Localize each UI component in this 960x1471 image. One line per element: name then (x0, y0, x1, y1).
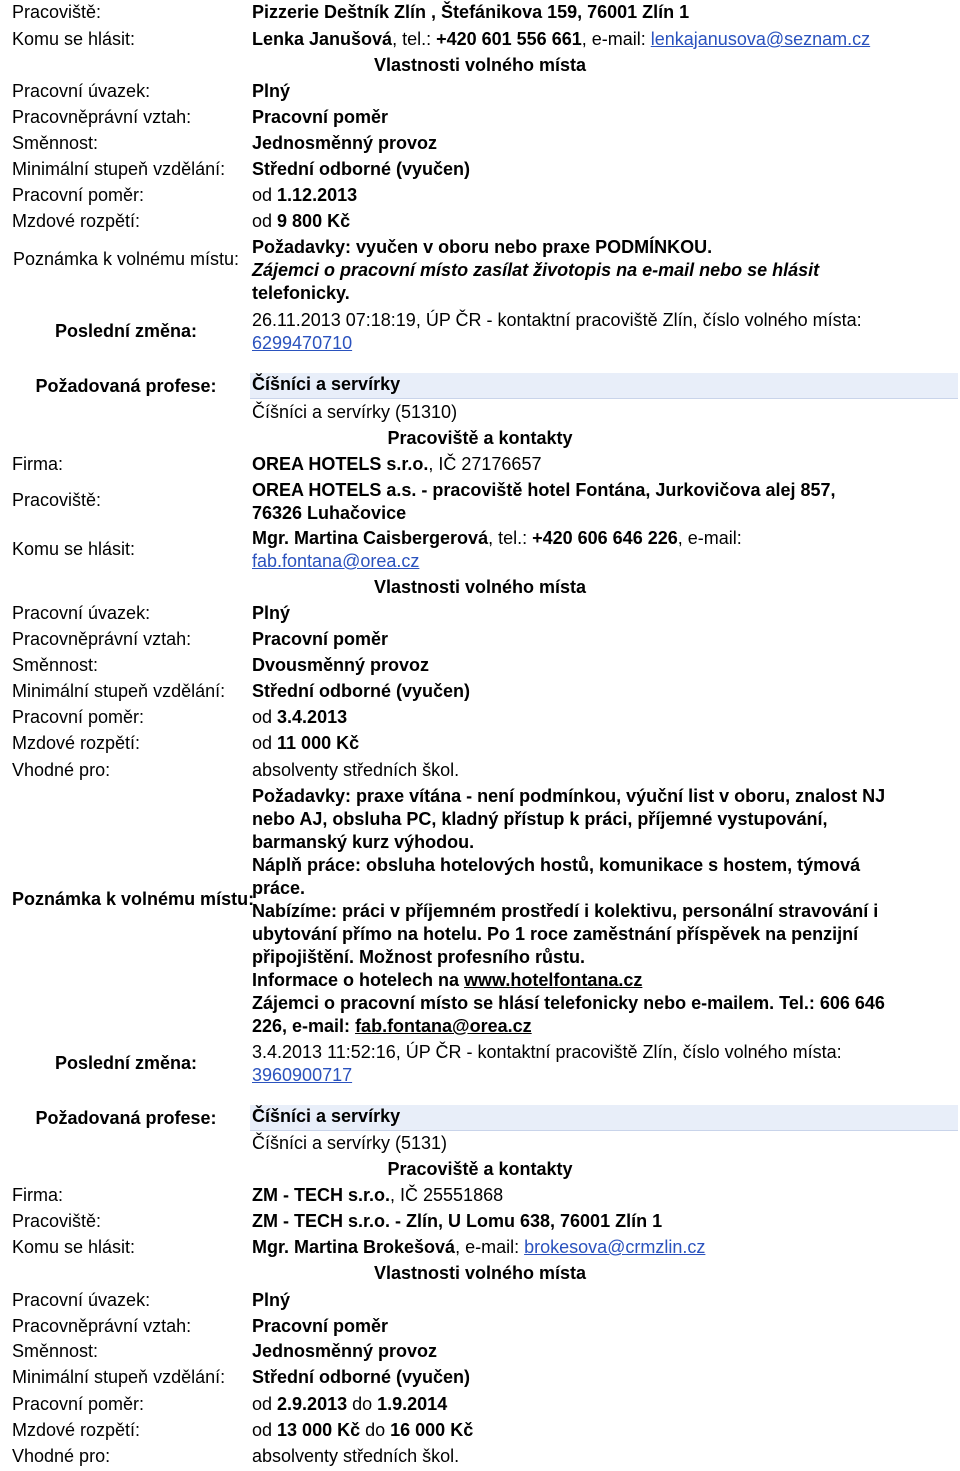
info-prefix: Informace o hotelech na (252, 970, 465, 990)
pomer-value (252, 185, 357, 206)
section-heading-vlastnosti: Vlastnosti volného místa (373, 577, 587, 597)
contact-email-link[interactable]: fab.fontana@orea.cz (252, 551, 420, 571)
firma-value (252, 454, 541, 475)
poznamka-line: práce. (252, 878, 306, 898)
vztah-value: Pracovní poměr (252, 629, 389, 649)
pomer-value (252, 1394, 447, 1415)
mzda-value (252, 211, 350, 232)
od-prefix: od (252, 185, 278, 205)
mzda-value (252, 733, 359, 754)
pracoviste-value: Pizzerie Deštník Zlín , Štefánikova 159, 76001 Zlín 1 (252, 2, 690, 22)
vacancy-number-link[interactable]: 6299470710 (252, 333, 353, 353)
komu-value (252, 29, 870, 50)
tel-prefix: , tel.: (488, 528, 533, 548)
section-heading-vlastnosti: Vlastnosti volného místa (373, 55, 587, 75)
uvazek-value: Plný (252, 81, 291, 101)
vacancy-number-link[interactable]: 3960900717 (252, 1065, 353, 1085)
smennost-label: Směnnost: (12, 133, 99, 153)
pomer-date-from: 2.9.2013 (277, 1394, 348, 1414)
poznamka-text (252, 785, 952, 1038)
poznamka-label: Poznámka k volnému místu: (12, 889, 255, 909)
zmena-label: Poslední změna: (54, 1053, 198, 1073)
poznamka-text (252, 236, 952, 305)
vhodne-label: Vhodné pro: (12, 760, 111, 780)
pomer-label: Pracovní poměr: (12, 185, 145, 205)
profese-code: Číšníci a servírky (5131) (252, 1133, 448, 1153)
mzda-to: 16 000 Kč (390, 1420, 474, 1440)
mzda-amount: 9 800 Kč (277, 211, 351, 231)
vzdelani-label: Minimální stupeň vzdělání: (12, 1367, 226, 1387)
od-prefix: od (252, 211, 278, 231)
email-prefix: , e-mail: (677, 528, 742, 548)
zmena-value (252, 1041, 952, 1087)
komu-value (252, 1237, 705, 1258)
poznamka-line: Požadavky: praxe vítána - není podmínkou, výuční list v oboru, znalost NJ (252, 786, 886, 806)
smennost-value: Jednosměnný provoz (252, 1341, 438, 1361)
pomer-label: Pracovní poměr: (12, 1394, 145, 1414)
profese-value: Číšníci a servírky (252, 1106, 401, 1126)
section-heading-vlastnosti: Vlastnosti volného místa (373, 1263, 587, 1283)
smennost-value: Jednosměnný provoz (252, 133, 438, 153)
contact-name: Lenka Janušová (252, 29, 393, 49)
pomer-date: 1.12.2013 (277, 185, 358, 205)
pracoviste-label: Pracoviště: (12, 1211, 102, 1231)
smennost-label: Směnnost: (12, 655, 99, 675)
smennost-label: Směnnost: (12, 1341, 99, 1361)
uvazek-value: Plný (252, 1290, 291, 1310)
smennost-value: Dvousměnný provoz (252, 655, 430, 675)
pomer-value (252, 707, 347, 728)
contact-email-link[interactable]: lenkajanusova@seznam.cz (650, 29, 871, 49)
vzdelani-value: Střední odborné (vyučen) (252, 681, 471, 701)
hotel-website-link[interactable]: www.hotelfontana.cz (464, 970, 643, 990)
mzda-from: 13 000 Kč (277, 1420, 361, 1440)
do-prefix: do (347, 1394, 378, 1414)
poznamka-line: připojištění. Možnost profesního růstu. (252, 947, 585, 967)
profese-value: Číšníci a servírky (252, 374, 401, 394)
email-prefix: , e-mail: (581, 29, 651, 49)
od-prefix: od (252, 707, 278, 727)
profese-label: Požadovaná profese: (35, 1108, 217, 1128)
vztah-value: Pracovní poměr (252, 1316, 389, 1336)
profese-bar (250, 373, 958, 399)
pomer-date-to: 1.9.2014 (377, 1394, 448, 1414)
profese-bar (250, 1105, 958, 1131)
contact-email-link[interactable]: brokesova@crmzlin.cz (524, 1237, 706, 1257)
firma-ic: , IČ 25551868 (390, 1185, 504, 1205)
zmena-label: Poslední změna: (54, 321, 198, 341)
vzdelani-value: Střední odborné (vyučen) (252, 159, 471, 179)
komu-label: Komu se hlásit: (12, 539, 136, 559)
komu-label: Komu se hlásit: (12, 29, 136, 49)
email-prefix: , e-mail: (455, 1237, 525, 1257)
section-heading-kontakty: Pracoviště a kontakty (387, 1159, 573, 1179)
pracoviste-line: 76326 Luhačovice (252, 503, 407, 523)
pomer-date: 3.4.2013 (277, 707, 348, 727)
pracoviste-line: OREA HOTELS a.s. - pracoviště hotel Fontána, Jurkovičova alej 857, (252, 480, 836, 500)
mzda-value (252, 1420, 473, 1441)
poznamka-label: Poznámka k volnému místu: (12, 249, 240, 269)
section-heading-kontakty: Pracoviště a kontakty (387, 428, 573, 448)
firma-ic: , IČ 27176657 (428, 454, 542, 474)
tel-prefix: , tel.: (392, 29, 437, 49)
pracoviste-label: Pracoviště: (12, 2, 102, 22)
contact-phone: +420 606 646 226 (532, 528, 678, 548)
contact-phone: +420 601 556 661 (436, 29, 582, 49)
zmena-text: 26.11.2013 07:18:19, ÚP ČR - kontaktní pracoviště Zlín, číslo volného místa: (252, 310, 862, 330)
firma-label: Firma: (12, 454, 63, 474)
vztah-label: Pracovněprávní vztah: (12, 629, 192, 649)
vztah-label: Pracovněprávní vztah: (12, 1316, 192, 1336)
firma-value (252, 1185, 503, 1206)
email-prefix: 226, e-mail: (252, 1016, 356, 1036)
uvazek-label: Pracovní úvazek: (12, 603, 151, 623)
poznamka-line: Zájemci o pracovní místo zasílat životopis na e-mail nebo se hlásit (252, 260, 820, 280)
firma-name: OREA HOTELS s.r.o. (252, 454, 429, 474)
poznamka-line: Požadavky: vyučen v oboru nebo praxe PODMÍNKOU. (252, 237, 713, 257)
contact-name: Mgr. Martina Caisbergerová (252, 528, 489, 548)
zmena-text: 3.4.2013 11:52:16, ÚP ČR - kontaktní pracoviště Zlín, číslo volného místa: (252, 1042, 842, 1062)
pracoviste-label: Pracoviště: (12, 490, 102, 510)
poznamka-line: Nabízíme: práci v příjemném prostředí i kolektivu, personální stravování i (252, 901, 879, 921)
od-prefix: od (252, 1394, 278, 1414)
uvazek-label: Pracovní úvazek: (12, 1290, 151, 1310)
od-prefix: od (252, 733, 278, 753)
od-prefix: od (252, 1420, 278, 1440)
firma-name: ZM - TECH s.r.o. (252, 1185, 391, 1205)
vzdelani-value: Střední odborné (vyučen) (252, 1367, 471, 1387)
profese-code: Číšníci a servírky (51310) (252, 402, 458, 422)
uvazek-label: Pracovní úvazek: (12, 81, 151, 101)
mzda-label: Mzdové rozpětí: (12, 211, 141, 231)
poznamka-email-link[interactable]: fab.fontana@orea.cz (355, 1016, 532, 1036)
komu-label: Komu se hlásit: (12, 1237, 136, 1257)
poznamka-line: Náplň práce: obsluha hotelových hostů, komunikace s hostem, týmová (252, 855, 861, 875)
vhodne-value: absolventy středních škol. (252, 760, 460, 780)
profese-label: Požadovaná profese: (35, 376, 217, 396)
mzda-label: Mzdové rozpětí: (12, 1420, 141, 1440)
vhodne-label: Vhodné pro: (12, 1446, 111, 1466)
pomer-label: Pracovní poměr: (12, 707, 145, 727)
poznamka-line: barmanský kurz výhodou. (252, 832, 475, 852)
poznamka-line: telefonicky. (252, 283, 350, 303)
vztah-value: Pracovní poměr (252, 107, 389, 127)
uvazek-value: Plný (252, 603, 291, 623)
poznamka-line: nebo AJ, obsluha PC, kladný přístup k práci, příjemné vystupování, (252, 809, 828, 829)
vzdelani-label: Minimální stupeň vzdělání: (12, 159, 226, 179)
contact-name: Mgr. Martina Brokešová (252, 1237, 456, 1257)
pracoviste-value: ZM - TECH s.r.o. - Zlín, U Lomu 638, 76001 Zlín 1 (252, 1211, 663, 1231)
poznamka-line: Zájemci o pracovní místo se hlásí telefonicky nebo e-mailem. Tel.: 606 646 (252, 993, 885, 1013)
firma-label: Firma: (12, 1185, 63, 1205)
mzda-amount: 11 000 Kč (277, 733, 360, 753)
vhodne-value: absolventy středních škol. (252, 1446, 460, 1466)
do-prefix: do (360, 1420, 391, 1440)
mzda-label: Mzdové rozpětí: (12, 733, 141, 753)
komu-value (252, 527, 952, 573)
poznamka-line: ubytování přímo na hotelu. Po 1 roce zaměstnání příspěvek na penzijní (252, 924, 859, 944)
vzdelani-label: Minimální stupeň vzdělání: (12, 681, 226, 701)
pracoviste-value (252, 479, 952, 525)
vztah-label: Pracovněprávní vztah: (12, 107, 192, 127)
zmena-value (252, 309, 952, 355)
